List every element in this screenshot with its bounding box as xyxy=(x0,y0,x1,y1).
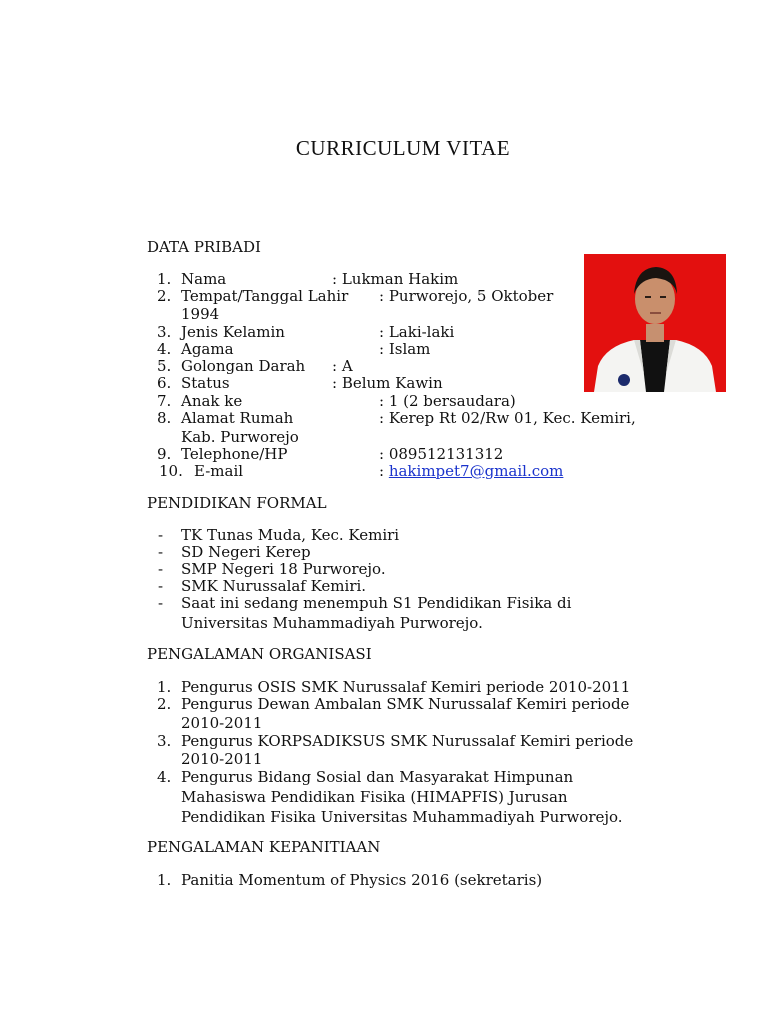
item-number: 7. xyxy=(157,392,172,410)
education-text: Universitas Muhammadiyah Purworejo. xyxy=(181,614,483,632)
item-value: : 1 (2 bersaudara) xyxy=(379,392,516,410)
section-heading-organisasi: PENGALAMAN ORGANISASI xyxy=(147,645,372,663)
section-heading-kepanitiaan: PENGALAMAN KEPANITIAAN xyxy=(147,838,381,856)
item-number: 5. xyxy=(157,357,172,375)
organization-text: Pendidikan Fisika Universitas Muhammadiyah Purworejo. xyxy=(181,808,623,826)
item-label: Alamat Rumah xyxy=(181,409,294,427)
item-value: : Islam xyxy=(379,340,431,358)
item-number: 1. xyxy=(157,678,172,696)
bullet-dash: - xyxy=(158,594,164,612)
item-value xyxy=(379,462,563,480)
item-value: : Purworejo, 5 Oktober xyxy=(379,287,554,305)
organization-text: Pengurus OSIS SMK Nurussalaf Kemiri periode 2010-2011 xyxy=(181,678,631,696)
organization-text: Pengurus KORPSADIKSUS SMK Nurussalaf Kemiri periode xyxy=(181,732,634,750)
item-label: Status xyxy=(181,374,230,392)
item-number: 8. xyxy=(157,409,172,427)
bullet-dash: - xyxy=(158,560,164,578)
item-number: 2. xyxy=(157,695,172,713)
item-label: Nama xyxy=(181,270,227,288)
item-value: : Laki-laki xyxy=(379,323,455,341)
item-value: : 089512131312 xyxy=(379,445,504,463)
item-value: : A xyxy=(332,357,353,375)
email-colon: : xyxy=(379,462,389,480)
item-label: Golongan Darah xyxy=(181,357,306,375)
item-value: : Lukman Hakim xyxy=(332,270,459,288)
item-number: 3. xyxy=(157,323,172,341)
item-label: Telephone/HP xyxy=(181,445,288,463)
organization-text: Mahasiswa Pendidikan Fisika (HIMAPFIS) Jurusan xyxy=(181,788,568,806)
item-number: 1. xyxy=(157,270,172,288)
item-continuation: Kab. Purworejo xyxy=(181,428,299,446)
item-number: 1. xyxy=(157,871,172,889)
item-value: : Belum Kawin xyxy=(332,374,443,392)
section-heading-data-pribadi: DATA PRIBADI xyxy=(147,238,261,256)
education-text: TK Tunas Muda, Kec. Kemiri xyxy=(181,526,400,544)
item-number: 4. xyxy=(157,340,172,358)
item-label: Agama xyxy=(181,340,234,358)
bullet-dash: - xyxy=(158,543,164,561)
item-label: Tempat/Tanggal Lahir xyxy=(181,287,349,305)
education-text: SD Negeri Kerep xyxy=(181,543,311,561)
item-number: 10. xyxy=(159,462,183,480)
education-text: Saat ini sedang menempuh S1 Pendidikan Fisika di xyxy=(181,594,572,612)
education-text: SMP Negeri 18 Purworejo. xyxy=(181,560,386,578)
item-number: 4. xyxy=(157,768,172,786)
item-label: Anak ke xyxy=(181,392,243,410)
item-label: Jenis Kelamin xyxy=(181,323,285,341)
committee-text: Panitia Momentum of Physics 2016 (sekretaris) xyxy=(181,871,543,889)
item-label: E-mail xyxy=(194,462,244,480)
item-continuation: 1994 xyxy=(181,305,220,323)
email-link[interactable]: hakimpet7@gmail.com xyxy=(388,462,564,480)
bullet-dash: - xyxy=(158,526,164,544)
document-title: CURRICULUM VITAE xyxy=(295,136,511,160)
item-number: 6. xyxy=(157,374,172,392)
organization-text: 2010-2011 xyxy=(181,714,263,732)
organization-text: Pengurus Bidang Sosial dan Masyarakat Himpunan xyxy=(181,768,574,786)
organization-text: Pengurus Dewan Ambalan SMK Nurussalaf Kemiri periode xyxy=(181,695,630,713)
item-number: 2. xyxy=(157,287,172,305)
section-heading-pendidikan: PENDIDIKAN FORMAL xyxy=(147,494,327,512)
education-text: SMK Nurussalaf Kemiri. xyxy=(181,577,367,595)
bullet-dash: - xyxy=(158,577,164,595)
organization-text: 2010-2011 xyxy=(181,750,263,768)
item-number: 9. xyxy=(157,445,172,463)
profile-photo xyxy=(584,254,726,392)
item-value: : Kerep Rt 02/Rw 01, Kec. Kemiri, xyxy=(379,409,636,427)
item-number: 3. xyxy=(157,732,172,750)
